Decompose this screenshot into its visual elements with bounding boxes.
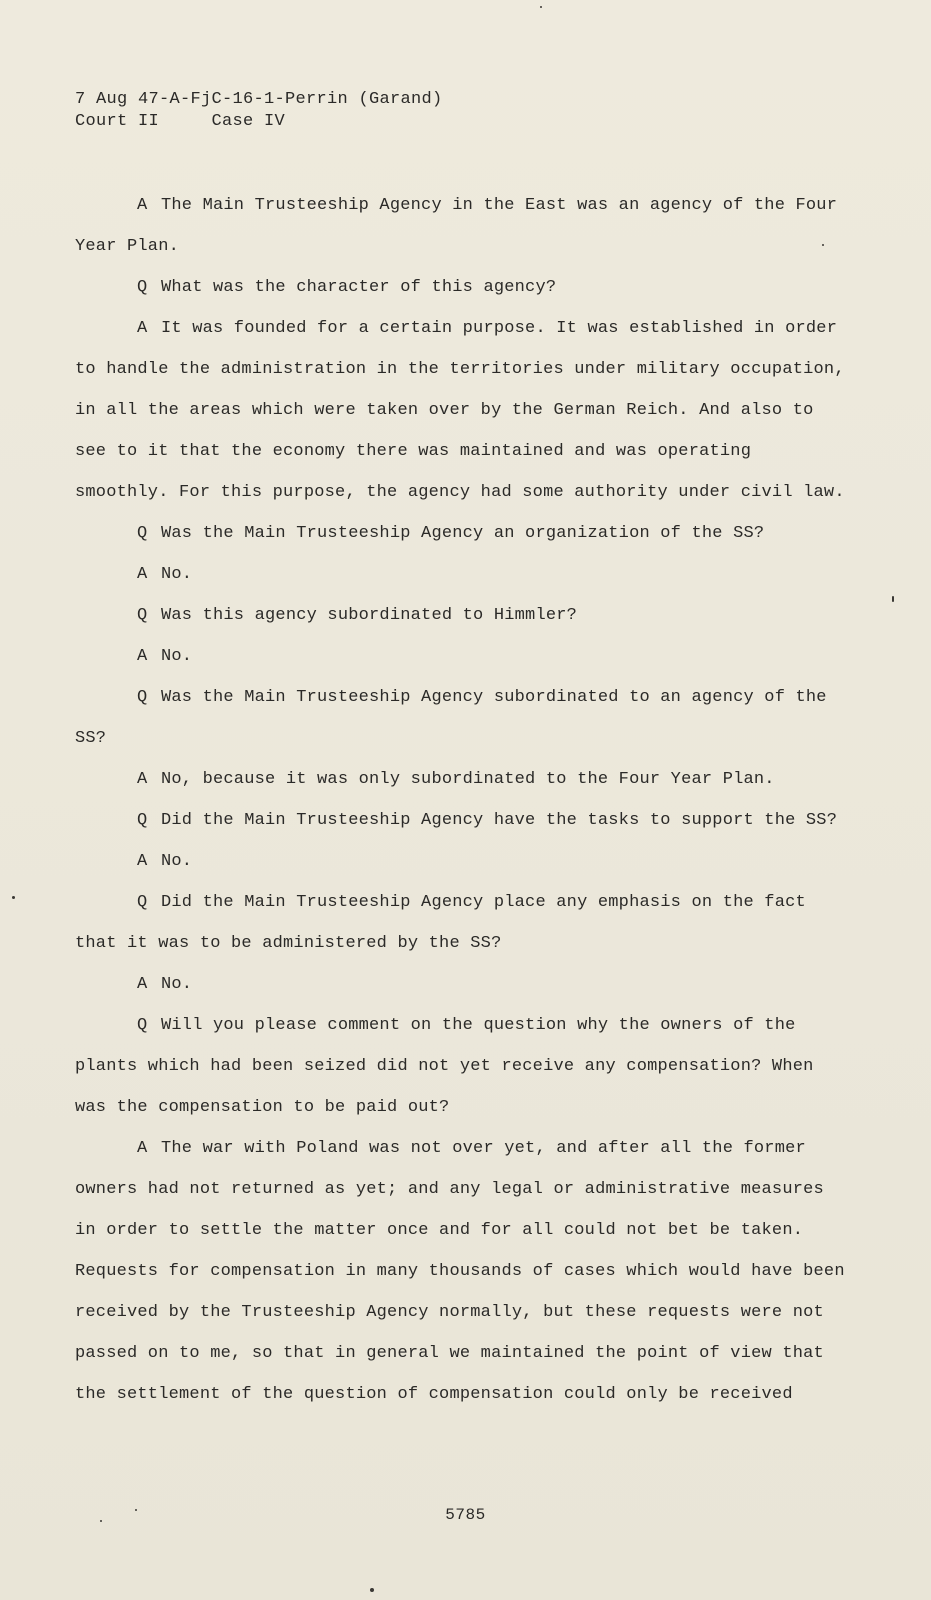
transcript-paragraph [75, 964, 855, 1005]
transcript-paragraph [75, 636, 855, 677]
transcript-paragraph [75, 800, 855, 841]
paragraph-text: The war with Poland was not over yet, and after all the former owners had not returned as yet; and any legal or administrative measures in order to settle the matter once and for all could not bet be taken. Requests for compensation in many thousands of cases which would have been received by the Trusteeship Agency normally, but these requests were not passed on to me, so that in general we maintained the point of view that the settlement of the question of compensation could only be received [75, 1139, 845, 1404]
transcript-paragraph [75, 1128, 855, 1415]
paragraph-text: Was this agency subordinated to Himmler? [161, 606, 578, 625]
paper-speck [135, 1509, 137, 1511]
paragraph-text: No. [161, 852, 193, 871]
speaker-tag: Q [137, 688, 148, 707]
transcript-paragraph [75, 882, 855, 964]
speaker-tag: A [137, 565, 148, 584]
speaker-tag: Q [137, 606, 148, 625]
page-number: 5785 [445, 1506, 486, 1524]
speaker-tag: A [137, 196, 148, 215]
speaker-tag: Q [137, 1016, 148, 1035]
paper-speck [100, 1520, 102, 1522]
speaker-tag: Q [137, 893, 148, 912]
speaker-tag: A [137, 1139, 148, 1158]
transcript-paragraph [75, 677, 855, 759]
paragraph-text: It was founded for a certain purpose. It was established in order to handle the administration in the territories under military occupation, in all the areas which were taken over by the German Reich. And also to see to it that the economy there was maintained and was operating smoothly. For this purpose, the agency had some authority under civil law. [75, 319, 845, 502]
paragraph-text: The Main Trusteeship Agency in the East was an agency of the Four Year Plan. [75, 196, 838, 256]
transcript-paragraph [75, 759, 855, 800]
paper-speck [822, 244, 824, 246]
paragraph-text: What was the character of this agency? [161, 278, 557, 297]
paragraph-text: No. [161, 975, 193, 994]
speaker-tag: A [137, 647, 148, 666]
header-court-case: Court II Case IV [75, 112, 286, 131]
transcript-paragraph [75, 554, 855, 595]
speaker-tag: Q [137, 811, 148, 830]
paragraph-text: Will you please comment on the question why the owners of the plants which had been seized did not yet receive any compensation? When was the compensation to be paid out? [75, 1016, 814, 1117]
paper-speck [370, 1588, 374, 1592]
header-reference: 7 Aug 47-A-FjC-16-1-Perrin (Garand) [75, 90, 443, 109]
document-header [75, 89, 443, 133]
paper-speck [892, 596, 894, 602]
transcript-paragraph [75, 841, 855, 882]
transcript-paragraph [75, 308, 855, 513]
paper-speck [540, 6, 542, 8]
speaker-tag: A [137, 975, 148, 994]
paragraph-text: Was the Main Trusteeship Agency subordinated to an agency of the SS? [75, 688, 827, 748]
paragraph-text: No, because it was only subordinated to the Four Year Plan. [161, 770, 775, 789]
speaker-tag: A [137, 319, 148, 338]
speaker-tag: Q [137, 278, 148, 297]
transcript-paragraph [75, 267, 855, 308]
paragraph-text: Was the Main Trusteeship Agency an organization of the SS? [161, 524, 765, 543]
paragraph-text: No. [161, 647, 193, 666]
transcript-body [75, 185, 855, 1415]
paragraph-text: Did the Main Trusteeship Agency place any emphasis on the fact that it was to be administered by the SS? [75, 893, 806, 953]
paper-speck [12, 896, 15, 899]
transcript-paragraph [75, 185, 855, 267]
paragraph-text: No. [161, 565, 193, 584]
speaker-tag: A [137, 770, 148, 789]
speaker-tag: A [137, 852, 148, 871]
transcript-paragraph [75, 1005, 855, 1128]
transcript-paragraph [75, 513, 855, 554]
transcript-paragraph [75, 595, 855, 636]
paragraph-text: Did the Main Trusteeship Agency have the tasks to support the SS? [161, 811, 838, 830]
speaker-tag: Q [137, 524, 148, 543]
